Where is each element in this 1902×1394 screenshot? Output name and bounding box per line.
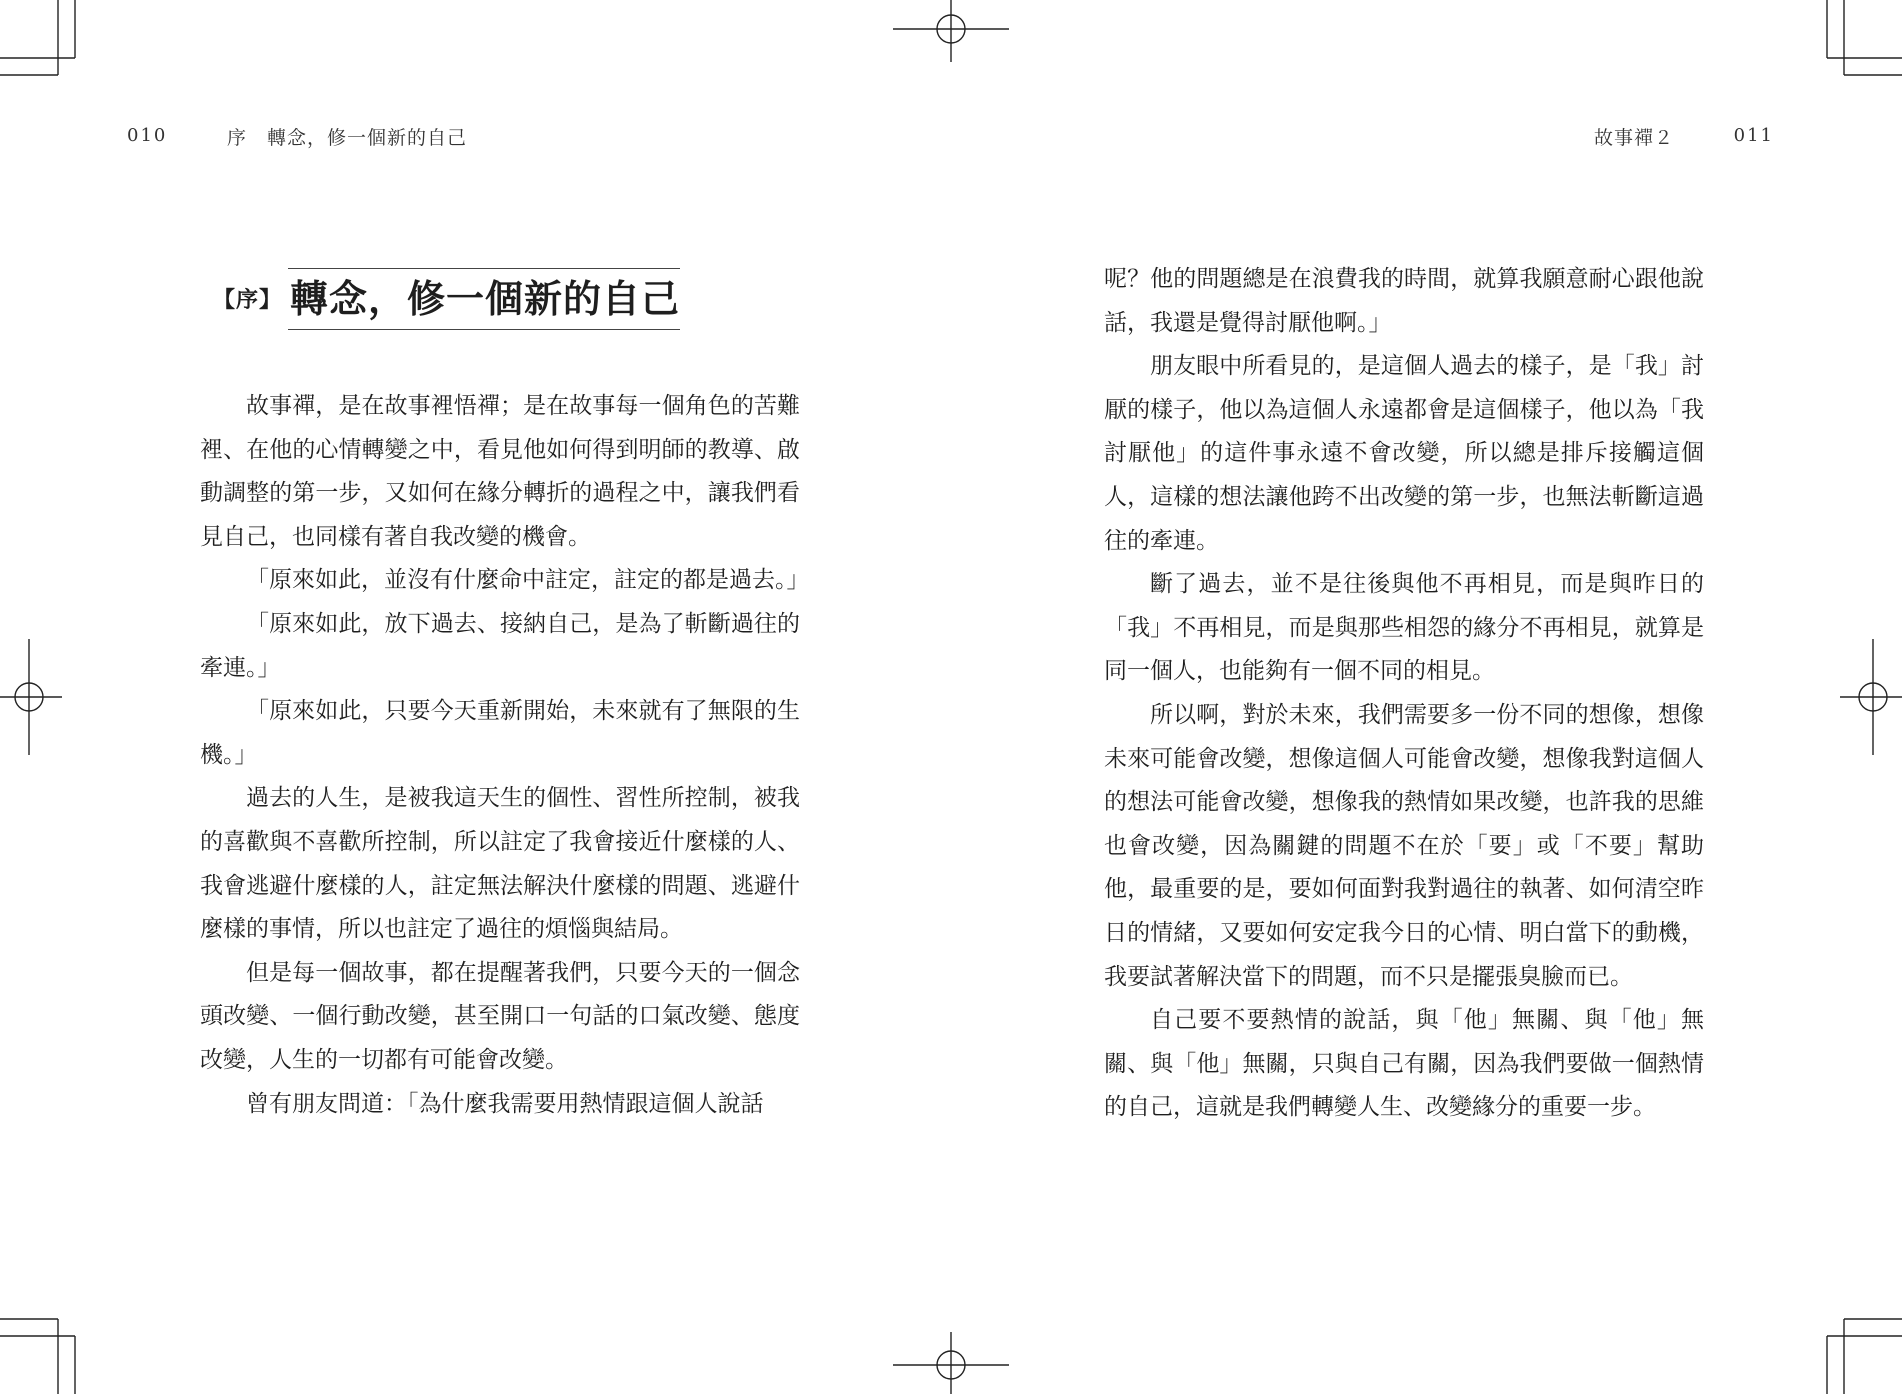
crop-mark-top-left [0, 0, 75, 75]
running-head-right: 故事禪２ [1593, 127, 1674, 149]
registration-mark-bottom [893, 1332, 1009, 1394]
running-head-left: 序 轉念，修一個新的自己 [227, 127, 468, 149]
right-page-body [1104, 258, 1704, 1130]
registration-mark-top [893, 0, 1009, 62]
chapter-title-block [213, 268, 680, 330]
paragraph: 呢？他的問題總是在浪費我的時間，就算我願意耐心跟他說話，我還是覺得討厭他啊。」 [1104, 266, 1704, 336]
paragraph: 自己要不要熱情的說話，與「他」無關、與「他」無關、與「他」無關，只與自己有關，因為我們要做一個熱情的自己，這就是我們轉變人生、改變緣分的重要一步。 [1104, 1007, 1704, 1121]
chapter-title: 轉念，修一個新的自己 [288, 268, 680, 330]
paragraph: 故事禪，是在故事裡悟禪；是在故事每一個角色的苦難裡、在他的心情轉變之中，看見他如何得到明師的教導、啟動調整的第一步，又如何在緣分轉折的過程之中，讓我們看見自己，也同樣有著自我改變的機會。 [200, 393, 800, 550]
crop-mark-top-right [1827, 0, 1902, 75]
paragraph: 所以啊，對於未來，我們需要多一份不同的想像，想像未來可能會改變，想像這個人可能會改變，想像我對這個人的想法可能會改變，想像我的熱情如果改變，也許我的思維也會改變，因為關鍵的問題不在於「要」或「不要」幫助他，最重要的是，要如何面對我對過往的執著、如何清空昨日的情緒，又要如何安定我今日的心情、明白當下的動機，我要試著解決當下的問題，而不只是擺張臭臉而已。 [1104, 701, 1704, 990]
paragraph: 「原來如此，並沒有什麼命中註定，註定的都是過去。」 [246, 567, 810, 594]
paragraph: 曾有朋友問道：「為什麼我需要用熱情跟這個人說話 [246, 1090, 764, 1117]
registration-mark-right [1840, 639, 1902, 755]
registration-mark-left [0, 639, 62, 755]
page-number-right: 011 [1733, 125, 1774, 146]
crop-mark-bottom-left [0, 1319, 75, 1394]
chapter-tag: 【序】 [213, 288, 283, 314]
paragraph: 朋友眼中所看見的，是這個人過去的樣子，是「我」討厭的樣子，他以為這個人永遠都會是這個樣子，他以為「我討厭他」的這件事永遠不會改變，所以總是排斥接觸這個人，這樣的想法讓他跨不出改變的第一步，也無法斬斷這過往的牽連。 [1104, 353, 1704, 554]
crop-mark-bottom-right [1827, 1319, 1902, 1394]
paragraph: 斷了過去，並不是往後與他不再相見，而是與昨日的「我」不再相見，而是與那些相怨的緣分不再相見，就算是同一個人，也能夠有一個不同的相見。 [1104, 571, 1704, 685]
paragraph: 「原來如此，只要今天重新開始，未來就有了無限的生機。」 [200, 698, 800, 768]
paragraph: 「原來如此，放下過去、接納自己，是為了斬斷過往的牽連。」 [200, 610, 800, 681]
paragraph: 過去的人生，是被我這天生的個性、習性所控制，被我的喜歡與不喜歡所控制，所以註定了我會接近什麼樣的人、我會逃避什麼樣的人，註定無法解決什麼樣的問題、逃避什麼樣的事情，所以也註定了過往的煩惱與結局。 [200, 785, 800, 943]
page-number-left: 010 [127, 125, 168, 146]
left-page-body [200, 385, 810, 1126]
paragraph: 但是每一個故事，都在提醒著我們，只要今天的一個念頭改變、一個行動改變，甚至開口一句話的口氣改變、態度改變，人生的一切都有可能會改變。 [200, 959, 800, 1073]
